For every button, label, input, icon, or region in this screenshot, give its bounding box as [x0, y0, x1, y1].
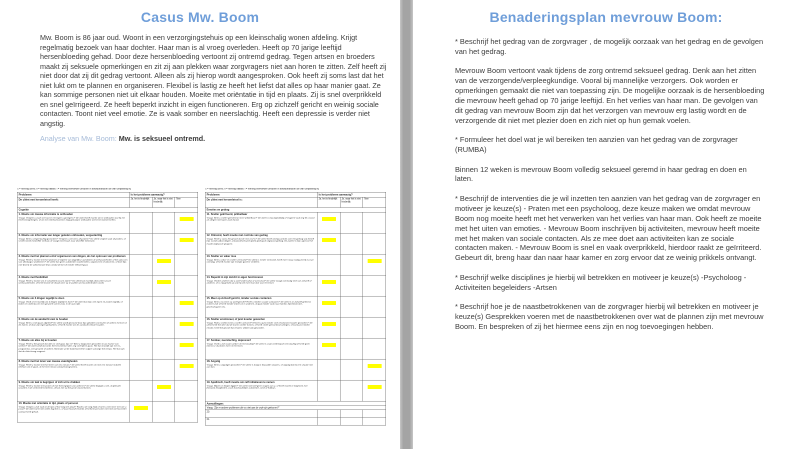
- answer-cell: [152, 212, 175, 233]
- checklist-row: [205, 380, 386, 401]
- analysis-label: Analyse van Mw. Boom:: [40, 134, 117, 144]
- answer-column-header: Nee: [175, 197, 198, 207]
- answer-column-header: Nee: [363, 197, 386, 207]
- checklist-row: [17, 254, 198, 275]
- plan-paragraph: Mevrouw Boom vertoont vaak tijdens de zorg ontremd seksueel gedrag. Denk aan het zitten van de verzorgende/verpleegkundige. Vooral bij mannelijke verzorgers. Ook worden er opmerkingen gemaakt die niet van toepassing zijn. De mogelijke oorzaak is de hersenbloeding die mevrouw heeft gehad op 70 jarige leeftijd. En het verlies van haar man. De gevolgen van dit gedrag van mevrouw Boom zijn dat het verzorgen van mevrouw erg lastig wordt en de verzorgende dit niet met plezier doen en zich niet op hun gemak voelen.: [455, 66, 765, 125]
- answer-cell: [340, 338, 363, 359]
- item-detail: Vraag: 'Vergeet u vaak snel wat er net tegen u gezegd is?' De cliënt heeft moeite om te onthouden wat hij net heeft meegekregen, of om een telefoonnummer lang genoeg te onthouden om het te kunnen bellen.: [18, 216, 125, 222]
- answer-cell: [152, 275, 175, 296]
- checklist-row: [205, 296, 386, 317]
- plan-paragraph: * Formuleer het doel wat je wil bereiken ten aanzien van het gedrag van de zorgvrager (RUMBA): [455, 135, 738, 155]
- answer-cell: [340, 380, 363, 401]
- answer-cell: [340, 359, 363, 380]
- answer-cell: [129, 338, 152, 359]
- answer-cell: [129, 317, 152, 338]
- item-title: 9. Moeite om taal te begrijpen of zich uit te drukken: [18, 380, 81, 384]
- column-header-present: Is het probleem aanwezig?: [129, 192, 198, 197]
- checklist-page-2: [205, 188, 386, 449]
- highlight-mark: [368, 259, 382, 263]
- checklist-table: [205, 192, 386, 425]
- item-detail: Vraag: 'Bent u snel gauw afgeleid?' De cliënt wordt gestoord door bijv. geluiden van buiten of andere mensen in de kamer, of door zijn eigen gedachten, of heeft moeite om de aandacht erbij te houden.: [18, 321, 127, 327]
- item-detail: Vraag: 'Vergist u zich vaak in de tijd, of hoe lang iets duurt? Raakt u de weg kwijt of weet u niet meer met wie u praat?' De cliënt weet niet welke dag het is, of waar hij zich bevindt, of herkent personen niet met wie hij eerder contact heeft gehad.: [18, 405, 127, 413]
- answer-cell: [175, 338, 198, 359]
- answer-cell: [340, 233, 363, 254]
- answer-cell: [175, 359, 198, 380]
- item-title: 12. Ontremd, heeft moeite met controle van gedrag: [206, 233, 268, 237]
- additions-label: Aanvullingen:: [205, 401, 386, 406]
- item-detail: Vraag: 'Bent u vergeetachtig geworden?' 'Vergeet u wel eens afspraken?' De cliënt vergeet vaak afspraken, of vertelt steeds hetzelfde verhaal, of vraagt meermaals naar dezelfde informatie.: [18, 237, 126, 243]
- answer-cell: [175, 233, 198, 254]
- item-title: 4. Moeite met flexibiliteit: [18, 275, 48, 279]
- answer-cell: [152, 359, 175, 380]
- answer-cell: [152, 401, 175, 422]
- checklist-row: [17, 401, 198, 422]
- answer-column-header: Ja, maar het is niet hinderlijk: [340, 197, 363, 207]
- checklist-row: [17, 233, 198, 254]
- highlight-mark: [322, 238, 336, 242]
- checklist-row: [205, 275, 386, 296]
- answer-cell: [152, 296, 175, 317]
- item-detail: Vraag: 'Heeft u moeite met praten of met het begrijpen van anderen?' De cliënt begrijpt u niet, of gebruikt woorden in de verkeerde betekenis, of kan niet op het juiste woord komen.: [18, 384, 121, 390]
- answer-column-header: Ja, het is hinderlijk: [129, 197, 152, 207]
- checklist-table: [17, 192, 198, 422]
- checklist-row: [17, 380, 198, 401]
- answer-cell: [340, 317, 363, 338]
- checklist-row: [17, 296, 198, 317]
- highlight-mark: [322, 280, 336, 284]
- checklist-row: [17, 359, 198, 380]
- column-header-present: Is het probleem aanwezig?: [317, 192, 386, 197]
- item-title: 17. Somber, neerslachtig, depressief: [206, 338, 251, 342]
- highlight-mark: [157, 259, 171, 263]
- checklist-row: [205, 338, 386, 359]
- plan-paragraph: * Beschrijf welke disciplines je hierbij wil betrekken en motiveer je keuze(s) -Psycholoog - Activiteiten begeleiders -Artsen: [455, 272, 747, 292]
- item-title: 8. Moeite met het leren van nieuwe vaardigheden: [18, 359, 78, 363]
- answer-cell: [317, 359, 340, 380]
- answer-cell: [152, 380, 175, 401]
- answer-cell: [317, 380, 340, 401]
- item-title: 3. Moeite met het plannen en/of organiseren van dingen, als het oplossen van problemen: [18, 254, 126, 258]
- answer-cell: [363, 296, 386, 317]
- answer-cell: [340, 275, 363, 296]
- highlight-mark: [180, 364, 194, 368]
- answer-cell: [152, 233, 175, 254]
- answer-cell: [152, 254, 175, 275]
- page-gap: [400, 0, 413, 449]
- highlight-mark: [180, 343, 194, 347]
- checklist-row: [17, 317, 198, 338]
- answer-cell: [317, 254, 340, 275]
- section-header: Cognitie: [17, 207, 198, 212]
- highlight-mark: [157, 280, 171, 284]
- item-detail: Vraag: 'Bent u nu meer op uzelf gericht? Heeft u minder sociale contacten?' De cliënt is in zichzelf gekeerd, isoleert zich of heeft minder interesse in anderen, of gaat minder vaak naar familie, bijeenkomsten, gezelschappen etc.: [206, 300, 311, 308]
- answer-cell: [317, 275, 340, 296]
- checklist-row: [17, 338, 198, 359]
- answer-cell: [363, 338, 386, 359]
- item-title: 15. Meer op zichzelf gericht, minder sociale contacten: [206, 296, 272, 300]
- empty-addition-row: 20.: [205, 410, 386, 418]
- highlight-mark: [368, 364, 382, 368]
- answer-cell: [175, 380, 198, 401]
- answer-cell: [129, 359, 152, 380]
- answer-cell: [317, 338, 340, 359]
- checklist-caption: c = mening cliënt; n = mening naaste; i = mening interviewer (invullen in antwoordkolom die van toepassing is): [205, 188, 320, 191]
- item-detail: Vraag: 'Bent u angstiger geworden?' De cliënt is bang in bepaalde situaties, of angstig dat hij een situatie niet aan kan.: [206, 363, 313, 369]
- answer-cell: [129, 233, 152, 254]
- subject-header: De cliënt met hersenletsel is:: [205, 197, 317, 207]
- highlight-mark: [322, 343, 336, 347]
- answer-cell: [152, 338, 175, 359]
- answer-cell: [175, 401, 198, 422]
- checklist-row: [17, 275, 198, 296]
- item-detail: Vraag: 'Vinden anderen dat u uzelf onderschat of overschat?' De cliënt vraagt overmatig veel van zichzelf of anderen, of is erg gericht op wat hij niet meer kan dan voor het letsel.: [206, 279, 312, 285]
- answer-cell: [363, 212, 386, 233]
- plan-paragraph: Binnen 12 weken is mevrouw Boom volledig seksueel geremd in haar gedrag en doen en laten.: [455, 164, 747, 184]
- item-title: 13. Sneller en vaker moe: [206, 254, 237, 258]
- highlight-mark: [180, 238, 194, 242]
- analysis-text: Mw. is seksueel ontremd.: [118, 134, 206, 144]
- answer-cell: [175, 275, 198, 296]
- section-header: Emoties en gedrag: [205, 207, 386, 212]
- empty-addition-row: 21.: [205, 417, 386, 425]
- plan-paragraph: * Beschrijf het gedrag van de zorgvrager , de mogelijk oorzaak van het gedrag en de gevolgen van het gedrag.: [455, 37, 764, 56]
- highlight-mark: [180, 322, 194, 326]
- answer-cell: [363, 233, 386, 254]
- item-detail: Vraag: 'Heeft u het gevoel dat alles te snel gaat, bijv. tv? Bent u langzamer geworden in uw manier van werken?' De cliënt vindt dat sinds het hersenletsel alles erg snel lijkt te gaan. Het kan moeilijk zijn een tv-programma, een gesprek of andere informatie uit de buitenwereld te volgen vanwege het tempo. Het kan zijn dat de cliënt traag reageert.: [18, 342, 125, 353]
- answer-cell: [363, 275, 386, 296]
- item-title: 16. Sneller emotioneel, of juist kouder geworden: [206, 317, 265, 321]
- item-title: 5. Moeite om 2 dingen tegelijk te doen: [18, 296, 65, 300]
- answer-cell: [129, 254, 152, 275]
- answer-cell: [317, 296, 340, 317]
- item-detail: Vraag: 'Bent u vaker en sneller vermoeid?' De cliënt is eerder vermoeid, heeft meer slaap nodig, (veel) rust uit overdag, of heeft moeite zijn energie goed te verdelen.: [206, 258, 314, 264]
- answer-cell: [175, 254, 198, 275]
- item-title: 1. Moeite om nieuwe informatie te onthouden: [18, 212, 73, 216]
- answer-cell: [175, 212, 198, 233]
- highlight-mark: [134, 406, 148, 410]
- checklist-caption: c = mening cliënt; n = mening naaste; i = mening interviewer (invullen in antwoordkolom die van toepassing is): [17, 188, 132, 191]
- item-title: 14. Beperkt in zijn inzicht in eigen functioneren: [206, 275, 264, 279]
- highlight-mark: [322, 322, 336, 326]
- answer-cell: [317, 212, 340, 233]
- answer-column-header: Ja, maar het is niet hinderlijk: [152, 197, 175, 207]
- item-detail: Vraag: 'Blijven er dingen liggen?' De cliënt stelt zelf geen vragen aan u, of heeft moeite te beginnen met (nieuwe) bezigheden, zoals huishoudelijke activiteiten, werk of hobby's.: [206, 384, 308, 390]
- answer-cell: [152, 317, 175, 338]
- analysis-line: [40, 134, 390, 144]
- page-right[interactable]: [413, 0, 799, 449]
- answer-cell: [317, 233, 340, 254]
- plan-paragraph: * Beschrijf de interventies die je wil inzetten ten aanzien van het gedrag van de zorgvrager en motiveer je keuze(s) - Praten met een psycholoog, deze keuze maken we omdat mevrouw Boom nog moeite heeft met het verwerken van het verlies van haar man. Ook heeft ze moeite met het uiten van emoties. - Mevrouw Boom inschrijven bij activiteiten, mevrouw heeft moeite met het maken van sociale contacten. Als ze mee doet aan activiteiten kan ze sociale contacten maken. - Mevrouw Boom is snel en vaak overprikkeld, hierdoor raakt ze geïrriteerd. Gebeurt dit, breng haar dan naar haar kamer en zorg ervoor dat ze weinig prikkels ontvangt.: [455, 193, 762, 263]
- item-title: 11. Sneller geïrriteerd, prikkelbaar: [206, 212, 248, 216]
- answer-cell: [129, 380, 152, 401]
- answer-cell: [175, 296, 198, 317]
- case-description: Mw. Boom is 86 jaar oud. Woont in een verzorgingstehuis op een kleinschalig wonen afdeling. Krijgt regelmatig bezoek van haar dochter. Haar man is al vroeg overleden. Heeft op 70 jarige leeftijd hersenbloeding gehad. Door deze hersenbloeding vertoont zij ontremd gedrag. Tegen artsen en broeders maakt zij seksuele opmerkingen en zit zij aan plekken waar zorgvragers niet aan horen te zitten. Zelf heeft zij niet door dat zij dit gedrag vertoont. Alleen als zij hierop wordt aangesproken. Ook heeft zij soms last dat het niet lukt om te plannen en organiseren. Flexibel is lastig ze heeft het liefst dat alles op haar manier gaat. Ze kan sommige personen niet uit elkaar houden. Moeite met oriëntatie in tijd en plaats. Zij is snel overprikkeld en snel geïrrigeerd. Ze heeft beperkt inzicht in eigen functioneren. Erg op zichzelf gericht en weinig sociale contacten. Toont niet veel emotie. Ze is vaak somber en neerslachtig. Heeft een depressie is verder niet angstig.: [40, 33, 387, 128]
- item-title: 7. Moeite om alles bij te houden: [18, 338, 57, 342]
- item-title: 19. Apathisch, heeft moeite om zelf initiatieven te nemen: [206, 380, 275, 384]
- answer-cell: [363, 254, 386, 275]
- column-header-problem: Probleem: [17, 192, 129, 197]
- checklist-row: [205, 233, 386, 254]
- answer-cell: [317, 317, 340, 338]
- checklist-pages: [17, 188, 386, 449]
- checklist-row: [205, 212, 386, 233]
- highlight-mark: [157, 385, 171, 389]
- answer-cell: [129, 275, 152, 296]
- answer-cell: [363, 359, 386, 380]
- left-page-title: Casus Mw. Boom: [140, 9, 260, 25]
- answer-column-header: Ja, het is hinderlijk: [317, 197, 340, 207]
- highlight-mark: [322, 301, 336, 305]
- answer-cell: [175, 317, 198, 338]
- checklist-row: [17, 212, 198, 233]
- highlight-mark: [180, 301, 194, 305]
- item-title: 2. Moeite om informatie van langer geleden onthouden, vergeetachtig: [18, 233, 103, 237]
- checklist-row: [205, 254, 386, 275]
- checklist-page-1: [17, 188, 198, 449]
- subject-header: De cliënt met hersenletsel heeft:: [17, 197, 129, 207]
- item-title: 18. Angstig: [206, 359, 221, 363]
- item-detail: Vraag: 'Vindt u het moeilijk om 2 dingen tegelijk te doen?' De cliënt kan bijv. niet lopen en praten tegelijk, of koken en ondertussen een gesprek voeren, bijv. in de auto rijdt.: [18, 300, 123, 306]
- highlight-mark: [368, 385, 382, 389]
- column-header-problem: Probleem: [205, 192, 317, 197]
- item-detail: Vraag: 'Voelt u zich vaak somber of neerslachtig?' De cliënt is vaak verdrietig of neerslachtig of heeft geen interesse of plezier meer in het leven.: [206, 342, 310, 348]
- item-title: 6. Moeite om de aandacht vast te houden: [18, 317, 69, 321]
- answer-cell: [340, 296, 363, 317]
- item-detail: Vraag: 'Heeft u soms het gevoel dat de rem eraf is?' De cliënt heeft weinig controle over het gedrag wat betreft bijv. woede-uitbarstingen, ontactvol/seksueel getint gedrag of ongepast gedrag. De patiënt is bijv. agressief of maakt ongepaste grappen.: [206, 237, 315, 245]
- item-detail: Vraag: 'Huilt u sneller, bent u sneller ontroerd? Of bent u juist minder snel emotioneel, kouder geworden?' De cliënt heeft het idee dat de tranen sneller komen, of heeft snelle gemoedswisselingen, of toont juist minder emotie, heeft het gevoel dat emoties vlakker zijn geworden.: [206, 321, 313, 329]
- highlight-mark: [322, 217, 336, 221]
- checklist-row: [205, 317, 386, 338]
- item-detail: Vraag: 'Heeft u moeite met het plannen of regelen van dagelijkse activiteiten of werkzaamheden of het oplossen van alledaagse problemen?' De cliënt kan geen activiteiten voorbereiden, organiseren of uitvoeren, of doet bijv. niet (meer) de administratie thuis omdat dit niet of minder effectief gaat.: [18, 258, 128, 266]
- answer-cell: [129, 296, 152, 317]
- item-title: 10. Moeite met oriëntatie in tijd, plaats of persoon: [18, 401, 79, 405]
- answer-cell: [363, 380, 386, 401]
- answer-cell: [340, 212, 363, 233]
- answer-cell: [340, 254, 363, 275]
- highlight-mark: [180, 217, 194, 221]
- right-page-title: Benaderingsplan mevrouw Boom:: [489, 9, 723, 25]
- checklist-row: [205, 359, 386, 380]
- item-detail: Vraag: 'Heeft u moeite om te schakelen tussen taken?' De cliënt kan moeilijk afwisselen tussen werkzaamheden, of heeft moeite de draad weer op te pakken als hij onderbroken wordt.: [18, 279, 111, 285]
- item-detail: Vraag: 'Heeft u moeite met het leren van iets nieuws?' De cliënt heeft moeite om met een nieuwe mobiele telefoon om te gaan, of met een nieuw computerprogramma.: [18, 363, 122, 369]
- item-detail: Vraag: 'Bent u sneller geïrriteerd, meer prikkelbaar?' De cliënt is erg ongeduldig of reageert vaak erg fel, vooral als dingen niet lopen zoals hij wil.: [206, 216, 315, 222]
- answer-cell: [363, 317, 386, 338]
- plan-content: [455, 37, 766, 332]
- additions-question: Vraag: 'Zijn er andere problemen die nu niet aan de orde zijn gekomen?': [205, 406, 386, 410]
- answer-cell: [129, 401, 152, 422]
- answer-cell: [129, 212, 152, 233]
- plan-paragraph: * Beschrijf hoe je de naastbetrokkenen van de zorgvrager hierbij wil betrekken en motiveer je keuze(s) Gesprekken voeren met de naastbetrokkenen over wat de plannen zijn met mevrouw Boom. En bespreken of zij het hiermee eens zijn en nog toevoegingen hebben.: [455, 302, 764, 331]
